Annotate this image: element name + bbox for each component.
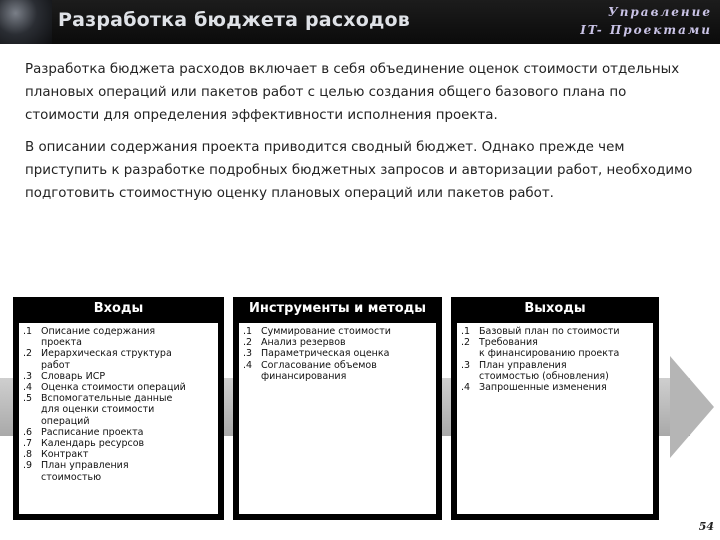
- list-item: [461, 360, 649, 382]
- list-item-number: .5: [23, 393, 33, 405]
- list-item: [243, 348, 432, 359]
- list-item-number: .8: [23, 449, 33, 461]
- list-item: [461, 382, 649, 393]
- list-item-number: .2: [461, 337, 471, 349]
- page-number: 54: [698, 520, 714, 533]
- detail-paragraph: В описании содержания проекта приводится сводный бюджет. Однако прежде чем приступить к разработке подробных бюджетных запросов и авторизации работ, необходимо подготовить стоимостную оценку плановых операций или пакетов работ.: [25, 140, 693, 201]
- list-item-number: .4: [243, 359, 253, 371]
- tools-list: [239, 323, 436, 514]
- list-item-number: .3: [243, 348, 253, 360]
- presenter-photo: [0, 0, 52, 44]
- list-item-text: Календарь ресурсов: [41, 438, 145, 450]
- list-item-number: .2: [23, 348, 33, 360]
- list-item-text: Контракт: [41, 449, 89, 461]
- outputs-box: [451, 297, 659, 520]
- outputs-list: [457, 323, 653, 514]
- process-arrow-head: [670, 356, 714, 458]
- list-item-number: .1: [23, 326, 33, 337]
- list-item-text: План управления стоимостью: [41, 460, 129, 483]
- list-item-text: Базовый план по стоимости: [479, 326, 620, 337]
- list-item-number: .4: [461, 382, 471, 394]
- list-item: [461, 337, 649, 359]
- list-item: [23, 449, 214, 460]
- list-item-text: Суммирование стоимости: [261, 326, 391, 337]
- inputs-box: [13, 297, 224, 520]
- list-item-text: Запрошенные изменения: [479, 382, 607, 394]
- list-item: [23, 460, 214, 482]
- list-item: [461, 326, 649, 337]
- list-item-number: .3: [461, 359, 471, 371]
- list-item-text: Описание содержания проекта: [41, 326, 156, 349]
- list-item-number: .3: [23, 370, 33, 382]
- outputs-title: Выходы: [524, 301, 586, 316]
- list-item: [243, 337, 432, 348]
- list-item-text: Вспомогательные данные для оценки стоимости операций: [41, 393, 173, 427]
- list-item-number: .2: [243, 337, 253, 349]
- list-item: [23, 393, 214, 427]
- brand-line-1: Управление: [607, 5, 712, 19]
- tools-box: [233, 297, 442, 520]
- list-item-text: Расписание проекта: [41, 426, 144, 438]
- list-item: [243, 360, 432, 382]
- list-item: [243, 326, 432, 337]
- list-item-text: Оценка стоимости операций: [41, 382, 186, 394]
- list-item-number: .1: [461, 326, 471, 337]
- list-item-number: .7: [23, 438, 33, 450]
- intro-paragraph: Разработка бюджета расходов включает в себя объединение оценок стоимости отдельных плановых операций или пакетов работ с целью создания общего базового плана по стоимости для определения эффективности исполнения проекта.: [25, 62, 680, 123]
- list-item-text: Словарь ИСР: [41, 370, 106, 382]
- inputs-list: [19, 323, 218, 514]
- list-item-number: .1: [243, 326, 253, 337]
- list-item-text: Иерархическая структура работ: [41, 348, 172, 371]
- slide-title: Разработка бюджета расходов: [58, 9, 411, 31]
- list-item: [23, 326, 214, 348]
- list-item-text: Согласование объемов финансирования: [261, 359, 377, 382]
- list-item: [23, 438, 214, 449]
- list-item-number: .4: [23, 382, 33, 394]
- list-item-number: .9: [23, 460, 33, 472]
- inputs-title: Входы: [93, 301, 144, 316]
- list-item: [23, 371, 214, 382]
- list-item: [23, 427, 214, 438]
- brand-logo: [580, 3, 712, 39]
- brand-line-2: IT- Проектами: [580, 23, 712, 37]
- list-item-text: Анализ резервов: [261, 337, 346, 349]
- list-item: [23, 348, 214, 370]
- tools-title: Инструменты и методы: [249, 301, 426, 316]
- list-item-text: Требования к финансированию проекта: [479, 337, 620, 360]
- list-item: [23, 382, 214, 393]
- list-item-text: Параметрическая оценка: [261, 348, 390, 360]
- list-item-text: План управления стоимостью (обновления): [479, 359, 609, 382]
- list-item-number: .6: [23, 426, 33, 438]
- slide-header: [0, 0, 720, 44]
